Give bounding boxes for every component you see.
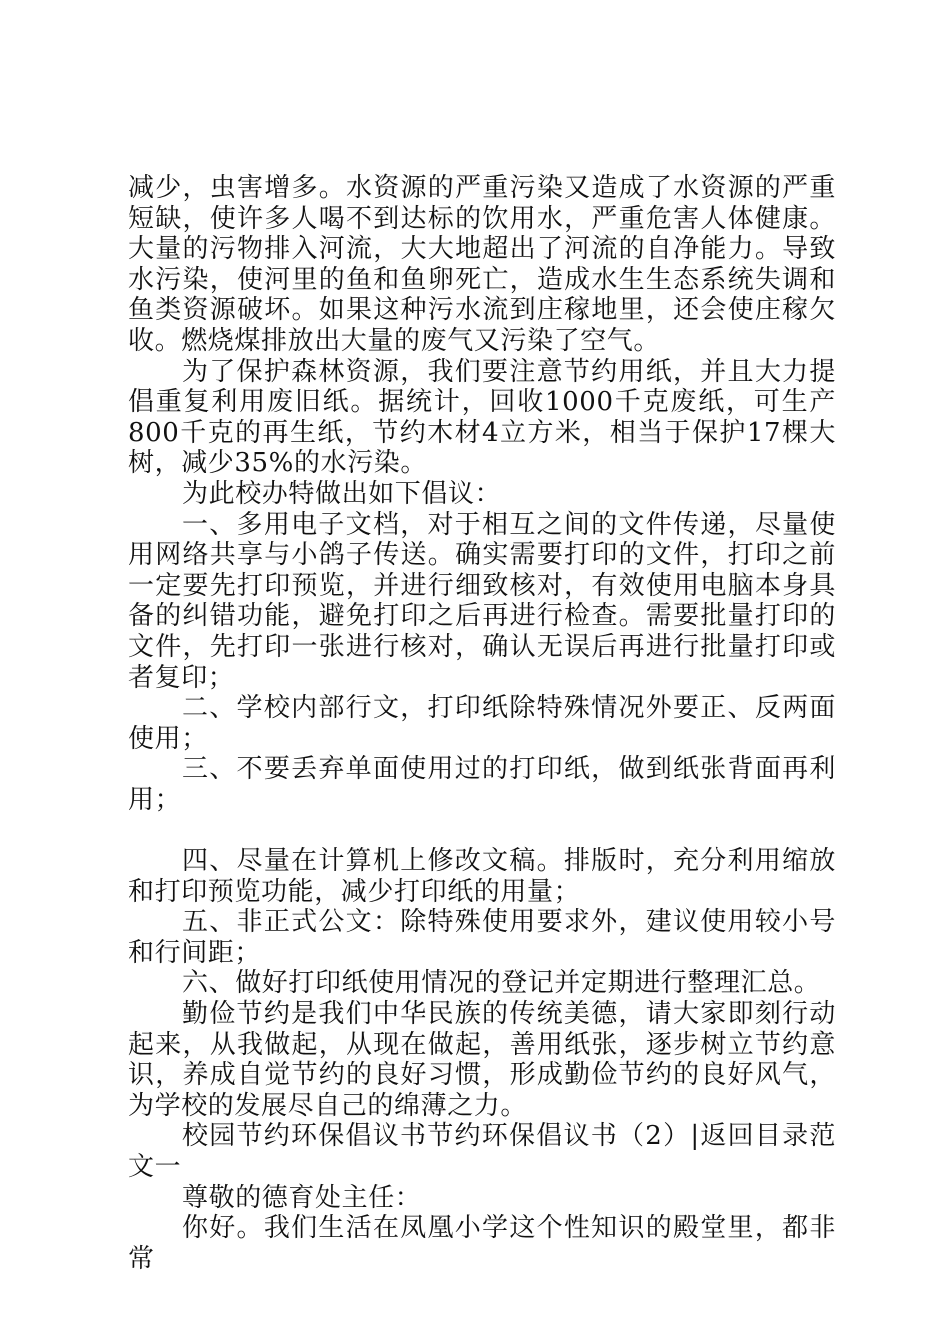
paragraph-proposal-intro: 为此校办特做出如下倡议： <box>182 478 502 509</box>
paragraph-pollution: 减少，虫害增多。水资源的严重污染又造成了水资源的严重短缺，使许多人喝不到达标的饮用水，严重危害人体健康。大量的污物排入河流，大大地超出了河流的自净能力。导致水污染，使河里的鱼和鱼卵死亡，造成水生生态系统失调和鱼类资源破坏。如果这种污水流到庄稼地里，还会使庄稼欠收。燃烧煤排放出大量的废气又污染了空气。 <box>128 173 836 356</box>
paragraph-item-4: 四、尽量在计算机上修改文稿。排版时，充分利用缩放和打印预览功能，减少打印纸的用量； <box>128 846 836 907</box>
paragraph-conclusion: 勤俭节约是我们中华民族的传统美德，请大家即刻行动起来，从我做起，从现在做起，善用纸张，逐步树立节约意识，养成自觉节约的良好习惯，形成勤俭节约的良好风气，为学校的发展尽自己的绵薄之力。 <box>128 999 836 1121</box>
paragraph-salutation: 尊敬的德育处主任： <box>182 1182 422 1213</box>
paragraph-letter-start: 你好。我们生活在凤凰小学这个性知识的殿堂里，都非常 <box>128 1213 836 1274</box>
paragraph-item-2: 二、学校内部行文，打印纸除特殊情况外要正、反两面使用； <box>128 693 836 754</box>
document-body <box>128 173 836 1274</box>
paragraph-save-paper: 为了保护森林资源，我们要注意节约用纸，并且大力提倡重复利用废旧纸。据统计，回收1000千克废纸，可生产800千克的再生纸，节约木材4立方米，相当于保护17棵大树，减少35%的水污染。 <box>128 356 836 479</box>
paragraph-item-5: 五、非正式公文：除特殊使用要求外，建议使用较小号和行间距； <box>128 907 836 968</box>
paragraph-item-3: 三、不要丢弃单面使用过的打印纸，做到纸张背面再利用； <box>128 754 836 815</box>
paragraph-item-1: 一、多用电子文档，对于相互之间的文件传递，尽量使用网络共享与小鸽子传送。确实需要打印的文件，打印之前一定要先打印预览，并进行细致核对，有效使用电脑本身具备的纠错功能，避免打印之后再进行检查。需要批量打印的文件，先打印一张进行核对，确认无误后再进行批量打印或者复印； <box>128 509 836 693</box>
paragraph-section-heading: 校园节约环保倡议书节约环保倡议书（2）|返回目录范文一 <box>128 1121 836 1182</box>
paragraph-item-6: 六、做好打印纸使用情况的登记并定期进行整理汇总。 <box>182 968 821 999</box>
